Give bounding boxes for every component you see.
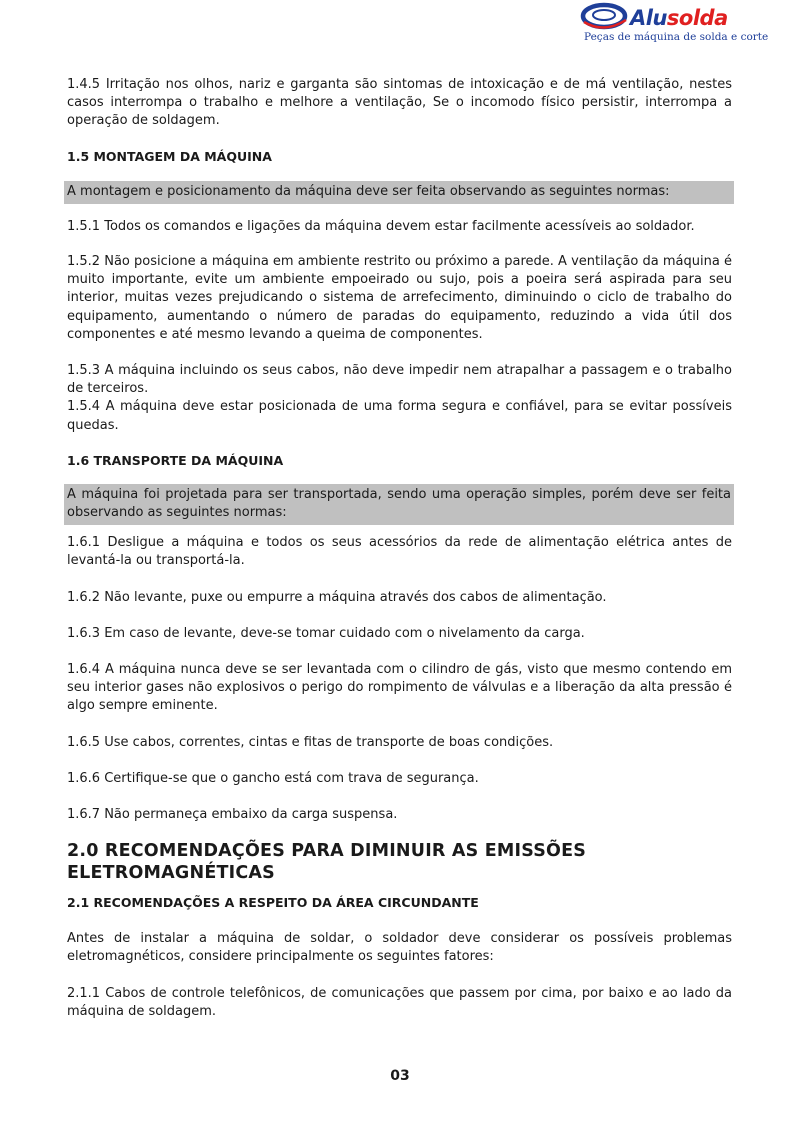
paragraph-1-6-5: 1.6.5 Use cabos, correntes, cintas e fitas de transporte de boas condições. (67, 734, 554, 750)
paragraph-1-6-7: 1.6.7 Não permaneça embaixo da carga suspensa. (67, 807, 398, 823)
paragraph-2-1-intro: Antes de instalar a máquina de soldar, o soldador deve considerar os possíveis problemas eletromagnéticos, considere principalmente os seguintes fatores: (67, 931, 732, 965)
paragraph-1-6-1: 1.6.1 Desligue a máquina e todos os seus acessórios da rede de alimentação elétrica antes de levantá-la ou transportá-la. (67, 535, 732, 569)
document-body (67, 76, 732, 1021)
paragraph-1-6-3: 1.6.3 Em caso de levante, deve-se tomar cuidado com o nivelamento da carga. (67, 625, 585, 641)
logo-tagline: Peças de máquina de solda e corte (584, 31, 769, 43)
paragraph-1-5-2: 1.5.2 Não posicione a máquina em ambiente restrito ou próximo a parede. A ventilação da máquina é muito importante, evite um ambiente empoeirado ou sujo, pois a poeira será aspirada para seu interior, muitas vezes prejudicando o sistema de arrefecimento, diminuindo o ciclo de trabalho do equipamento, aumentando o número de paradas do equipamento, reduzindo a vida útil dos componentes e até mesmo levando a queima de componentes. (67, 254, 732, 342)
heading-1-6: 1.6 TRANSPORTE DA MÁQUINA (67, 452, 284, 468)
logo-text-alu: Alu (630, 6, 667, 30)
heading-2-1: 2.1 RECOMENDAÇÕES A RESPEITO DA ÁREA CIRCUNDANTE (67, 895, 479, 911)
highlight-band-1-6 (64, 484, 734, 525)
logo-text-solda: solda (666, 6, 728, 30)
page-number: 03 (390, 1068, 410, 1084)
paragraph-1-6-4: 1.6.4 A máquina nunca deve se ser levantada com o cilindro de gás, visto que mesmo contendo em seu interior gases não explosivos o perigo do rompimento de válvulas e a liberação da alta pressão é algo sempre eminente. (67, 662, 732, 714)
paragraph-1-5-4: 1.5.4 A máquina deve estar posicionada de uma forma segura e confiável, para se evitar possíveis quedas. (67, 399, 732, 433)
highlight-band-1-5 (64, 181, 734, 204)
paragraph-1-4-5: 1.4.5 Irritação nos olhos, nariz e garganta são sintomas de intoxicação e de má ventilação, nestes casos interrompa o trabalho e melhore a ventilação, Se o incomodo físico persistir, interrompa a operação de soldagem. (67, 77, 732, 129)
paragraph-1-5-3: 1.5.3 A máquina incluindo os seus cabos, não deve impedir nem atrapalhar a passagem e o trabalho de terceiros. (67, 363, 732, 397)
heading-1-5: 1.5 MONTAGEM DA MÁQUINA (67, 148, 272, 164)
logo-wordmark (630, 6, 728, 30)
paragraph-1-5-1: 1.5.1 Todos os comandos e ligações da máquina devem estar facilmente acessíveis ao soldador. (67, 218, 695, 234)
paragraph-1-6-6: 1.6.6 Certifique-se que o gancho está com trava de segurança. (67, 770, 479, 786)
band-text-1-5: A montagem e posicionamento da máquina deve ser feita observando as seguintes normas: (67, 183, 670, 199)
brand-logo (580, 2, 769, 46)
band-text-1-6: A máquina foi projetada para ser transportada, sendo uma operação simples, porém deve ser feita observando as seguintes normas: (67, 486, 731, 521)
paragraph-1-6-2: 1.6.2 Não levante, puxe ou empurre a máquina através dos cabos de alimentação. (67, 589, 607, 605)
paragraph-2-1-1: 2.1.1 Cabos de controle telefônicos, de comunicações que passem por cima, por baixo e ao lado da máquina de soldagem. (67, 985, 732, 1019)
heading-2-0: 2.0 RECOMENDAÇÕES PARA DIMINUIR AS EMISSÕES ELETROMAGNÉTICAS (67, 841, 587, 884)
logo-swoosh-icon (580, 2, 632, 32)
